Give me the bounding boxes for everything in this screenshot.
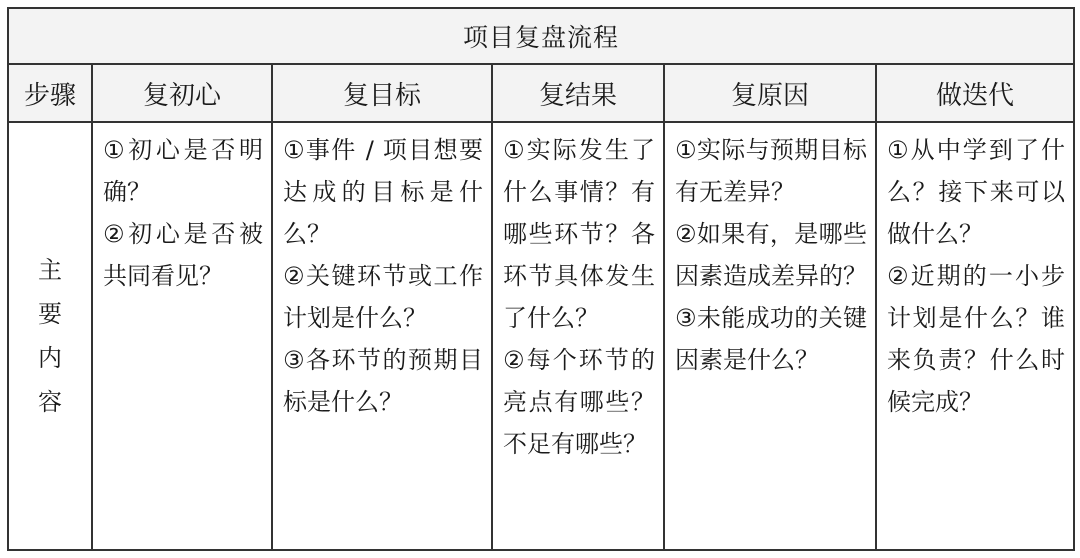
header-row [8,64,1074,122]
cell-item: ①事件 / 项目想要达成的目标是什么？ [283,136,483,248]
cell-item: ①实际与预期目标有无差异？ [675,136,867,206]
row-label-main-content [8,122,92,550]
cell-revisit-intent [92,122,272,550]
cell-item: ②初心是否被共同看见？ [103,220,263,290]
row-label-char: 内 [38,344,62,372]
cell-item: ①实际发生了什么事情？有哪些环节？各环节具体发生了什么？ [503,136,655,332]
row-header-steps: 步骤 [8,64,92,122]
row-label-char: 要 [38,300,62,328]
cell-item: ②如果有，是哪些因素造成差异的？ [675,220,867,290]
table-title: 项目复盘流程 [8,8,1074,64]
cell-item: ①从中学到了什么？接下来可以做什么？ [887,136,1066,248]
content-row [8,122,1074,550]
cell-item: ②关键环节或工作计划是什么？ [283,262,483,332]
cell-iterate [876,122,1074,550]
cell-item: ③未能成功的关键因素是什么？ [675,304,867,374]
row-label-char: 容 [38,388,62,416]
column-header: 复结果 [492,64,664,122]
cell-item: ①初心是否明确？ [103,136,263,206]
process-table-container [7,7,1073,551]
cell-revisit-goal [272,122,492,550]
column-header: 做迭代 [876,64,1074,122]
row-label-char: 主 [38,256,62,284]
column-header: 复初心 [92,64,272,122]
cell-item: ②近期的一小步计划是什么？谁来负责？什么时候完成？ [887,262,1066,416]
cell-revisit-result [492,122,664,550]
cell-item: ②每个环节的亮点有哪些？不足有哪些？ [503,346,655,458]
column-header: 复目标 [272,64,492,122]
title-row [8,8,1074,64]
column-header: 复原因 [664,64,876,122]
project-review-table [7,7,1075,551]
cell-item: ③各环节的预期目标是什么？ [283,346,483,416]
cell-revisit-cause [664,122,876,550]
